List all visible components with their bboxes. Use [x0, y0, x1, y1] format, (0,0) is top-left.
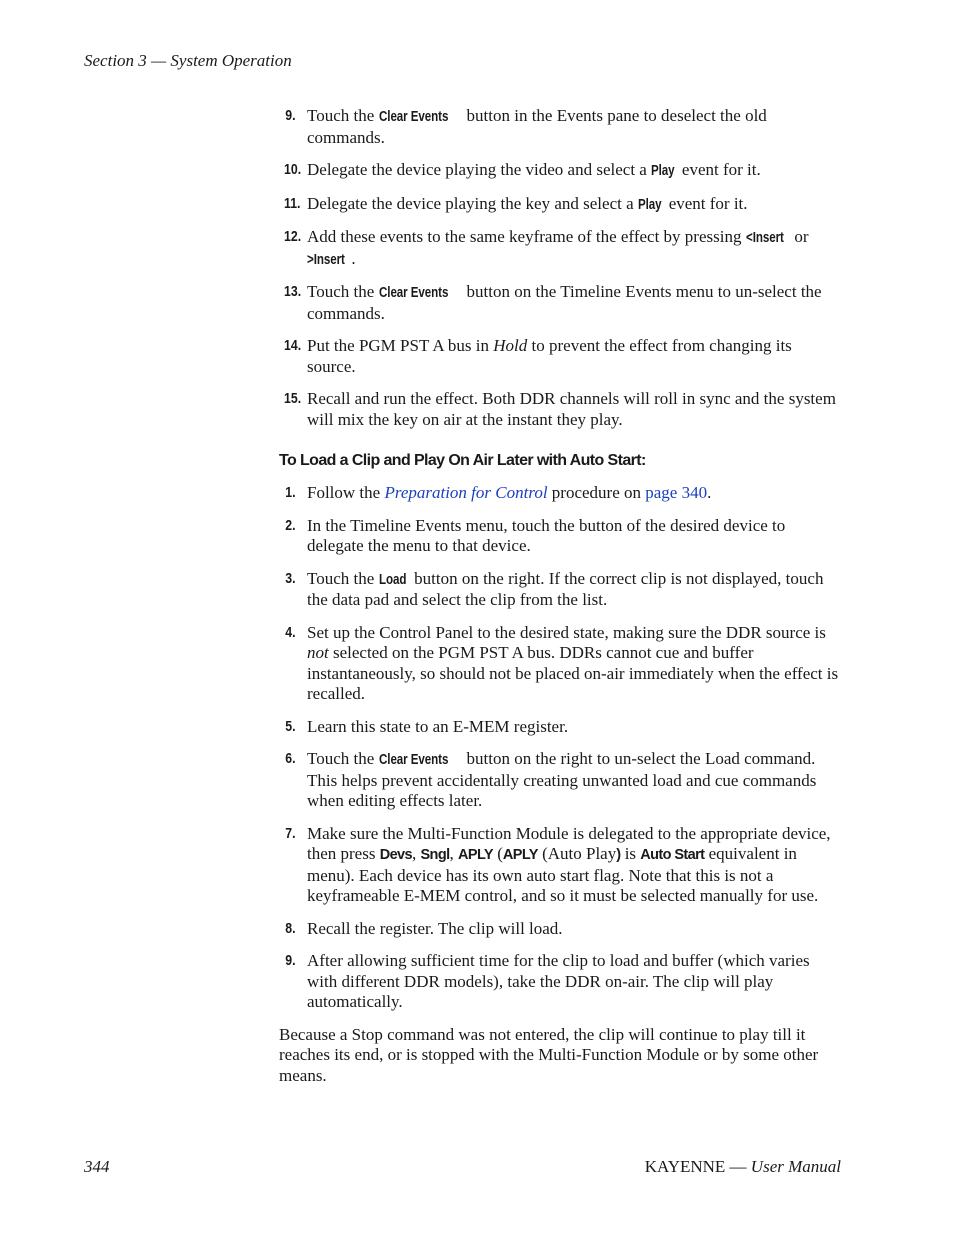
step-number: 9. [285, 107, 296, 124]
list-item [279, 106, 841, 148]
step-text: Touch the [307, 106, 379, 125]
list-item [279, 623, 841, 705]
step-text: Add these events to the same keyframe of the effect by pressing [307, 227, 746, 246]
step-text: Touch the [307, 282, 379, 301]
ui-label: ) [616, 847, 621, 863]
step-number: 15. [284, 390, 302, 407]
step-text: Recall the register. The clip will load. [307, 918, 563, 938]
step-text: event for it. [677, 160, 761, 179]
step-number: 14. [284, 337, 302, 354]
step-number: 11. [284, 194, 301, 212]
ui-label: APLY [502, 847, 538, 863]
step-text: , [449, 844, 458, 863]
step-number: 6. [285, 750, 296, 767]
step-text: In the Timeline Events menu, touch the button of the desired device to delegate the menu to that device. [307, 515, 786, 555]
step-text: Recall and run the effect. Both DDR channels will roll in sync and the system will mix the key on air at the instant they play. [307, 389, 836, 429]
list-item [279, 569, 841, 611]
step-text: Learn this state to an E-MEM register. [307, 716, 569, 736]
list-item [279, 389, 841, 430]
step-text: Put the PGM PST A bus in [307, 336, 494, 355]
step-text: or [790, 227, 809, 246]
emphasis: Hold [493, 336, 528, 355]
list-item [279, 824, 841, 907]
ui-label: Play [651, 163, 675, 179]
running-header: Section 3 — System Operation [84, 51, 292, 70]
ui-label: Play [637, 196, 662, 213]
footer-separator: — [725, 1157, 751, 1176]
page-content [279, 106, 841, 1103]
step-text: Touch the [307, 568, 379, 588]
list-item [279, 483, 841, 504]
list-item [279, 282, 841, 324]
list-item [279, 336, 841, 377]
step-number: 12. [284, 228, 302, 245]
ui-label: Sngl [420, 847, 450, 863]
step-text: to prevent the effect from changing its source. [307, 336, 792, 376]
step-number: 3. [285, 569, 296, 587]
step-text: Touch the [307, 749, 379, 768]
ui-label: Devs [379, 847, 412, 863]
step-number: 2. [285, 516, 296, 534]
preparation-for-control-link[interactable]: Preparation for Control [384, 483, 548, 502]
list-item [279, 749, 841, 812]
manual-title: User Manual [750, 1157, 841, 1176]
step-number: 5. [285, 717, 296, 735]
step-text: button on the right. If the correct clip is not displayed, touch the data pad and select the clip from the list. [307, 568, 824, 609]
list-item [279, 160, 841, 182]
ui-label: Clear Events [378, 285, 448, 301]
list-item [279, 919, 841, 940]
steps-list-a [279, 106, 841, 430]
running-footer [645, 1157, 841, 1177]
list-item [279, 951, 841, 1013]
step-text: is [620, 844, 641, 863]
step-text: , [411, 844, 421, 863]
step-text: After allowing sufficient time for the clip to load and buffer (which varies with different DDR models), take the DDR on-air. The clip will play automatically. [307, 951, 810, 1011]
steps-list-b [279, 483, 841, 1013]
ui-label: <Insert [745, 230, 784, 246]
step-text: . [351, 248, 356, 268]
page-number: 344 [84, 1157, 110, 1176]
ui-label: Load [378, 571, 406, 588]
list-item [279, 227, 841, 270]
step-text: Follow the [307, 483, 385, 502]
ui-label: Clear Events [378, 109, 448, 125]
step-text: button on the right to un-select the Load command. This helps prevent accidentally creating unwanted load and cue commands when editing effects later. [307, 749, 817, 810]
step-number: 8. [285, 919, 296, 937]
step-text: Delegate the device playing the video and select a [307, 160, 652, 179]
ui-label: Auto Start [640, 847, 705, 863]
procedure-heading: To Load a Clip and Play On Air Later with Auto Start: [279, 452, 646, 469]
list-item [279, 516, 841, 557]
ui-label: APLY [458, 847, 493, 863]
step-text: event for it. [664, 193, 748, 213]
step-text: . [707, 483, 712, 502]
page-340-link[interactable]: page 340 [645, 483, 708, 502]
step-text: button in the Events pane to deselect the old commands. [307, 106, 767, 147]
step-number: 13. [284, 283, 302, 300]
step-text: (Auto Play [537, 844, 617, 863]
step-text: selected on the PGM PST A bus. DDRs cannot cue and buffer instantaneously, so should not be placed on-air immediately when the effect is recalled. [307, 643, 839, 703]
step-number: 1. [285, 484, 296, 501]
step-number: 4. [285, 623, 296, 641]
step-text: Delegate the device playing the key and select a [307, 193, 638, 213]
closing-paragraph: Because a Stop command was not entered, the clip will continue to play till it reaches its end, or is stopped with the Multi-Function Module or by some other means. [279, 1024, 819, 1085]
step-text: ( [492, 844, 503, 863]
step-text: Set up the Control Panel to the desired state, making sure the DDR source is [307, 622, 826, 642]
step-text: procedure on [547, 483, 646, 502]
step-number: 10. [284, 161, 302, 178]
step-text: Make sure the Multi-Function Module is delegated to the appropriate device, then press [307, 823, 831, 863]
step-text: button on the Timeline Events menu to un-select the commands. [307, 282, 822, 323]
list-item [279, 717, 841, 738]
list-item [279, 194, 841, 216]
step-number: 9. [285, 952, 296, 969]
step-number: 7. [285, 824, 296, 842]
step-text: equivalent in menu). Each device has its own auto start flag. Note that this is not a keyframeable E-MEM control, and so it must be selected manually for use. [307, 844, 819, 905]
emphasis: not [307, 643, 329, 662]
product-name: KAYENNE [644, 1157, 726, 1176]
ui-label: Clear Events [378, 752, 448, 768]
ui-label: >Insert [307, 251, 345, 268]
